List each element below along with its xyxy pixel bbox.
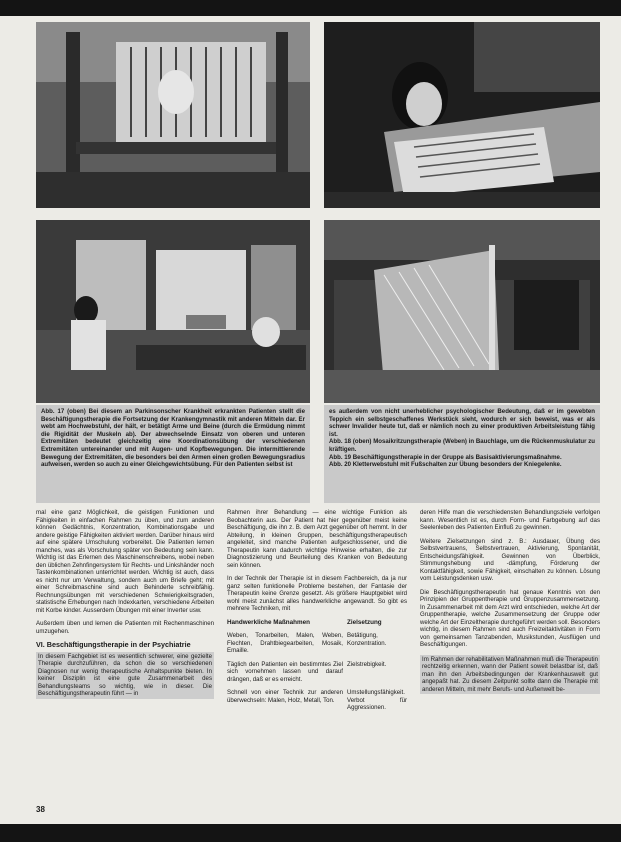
col3-paragraph-3: Die Beschäftigungstherapeutin hat genaue Kenntnis von den Prinzipien der Gruppentherapie und Gruppenzusammensetzung. In Zusammenarbeit mit dem Arzt wird entschieden, welche Art der Gruppentherapie, welche Zusammensetzung der Gruppe oder welche Art der Einzeltherapie durchgeführt werden soll. Besonders wichtig, in diesem Rahmen sind auch Freizeitaktivitäten in Form von gemeinsamen Tanzabenden, Musikstunden, Ausflügen und Beschäftigungen.	[420, 588, 600, 648]
therapy-table	[227, 619, 407, 718]
table-cell: Schnell von einer Technik zur anderen überwechseln: Malen, Holz, Metall, Ton.	[227, 689, 343, 704]
caption-right	[324, 405, 600, 503]
top-border	[0, 0, 621, 16]
col3-paragraph-2: Weitere Zielsetzungen sind z. B.: Ausdauer, Übung des Selbstvertrauens, Selbstvertrauen, Aktivierung, Spontanität, Entscheidungsfähigkeit. Gewinnen von Überblick, Stimmungshebung und -dämpfung, Förderung der Kontaktfähigkeit, sowie Fähigkeit, einschalten zu können. Lösung vom Leistungsdenken usw.	[420, 537, 600, 582]
caption-abb17: Abb. 17 (oben) Bei diesem an Parkinsonscher Krankheit erkrankten Patienten stellt die Beschäftigungstherapie die Fortsetzung der Krankengymnastik mit anderen Mitteln dar. Er webt am Hochwebstuhl, der hält, er betätigt Arme und Beine (durch die Ermüdung nimmt die Rigidität der Muskeln ab). Der abwechselnde Einsatz von oberen und unteren Extremitäten bedeutet gleichzeitig eine Koordinationsübung der verschiedenen Extremitäten untereinander und mit Augen- und Kopfbewegungen. Die intermittierende Bewegung der Extremitäten, die besonders bei den Armen einen großen Bewegungsradius aufweisen, werden so auch zu einer Gleichgewichtsübung. Für den Patienten selbst ist	[41, 408, 305, 469]
table-cell: Weben, Tonarbeiten, Malen, Weben, Flechten, Drahtbiegearbeiten, Mosaik, Emaille.	[227, 632, 343, 654]
col2-paragraph-2: In der Technik der Therapie ist in diesem Fachbereich, da ja nur ganz selten funktionelle Probleme bestehen, der Fantasie der Therapeutin keine Grenze gesetzt. Als größere Hauptgebiet wird wohl meist zunächst alles handwerkliche angewandt. So gibt es mehrere Techniken, mit	[227, 575, 407, 612]
table-cell: Betätigung, Konzentration.	[347, 632, 387, 647]
col3-paragraph-4: Im Rahmen der rehabilitativen Maßnahmen muß die Therapeutin rechtzeitig erkennen, wann der Patient soweit belastbar ist, daß man ihn den Arbeitsbedingungen der Krankenhauswelt gut angepaßt hat. Zu diesem Zeitpunkt sollte dann die Therapie mit anderen Mitteln, mit mehr Berufs- und Außenwelt be-	[422, 655, 598, 693]
col1-paragraph-1: mal eine ganz Möglichkeit, die geistigen Funktionen und Fähigkeiten in einfachen Rahmen zu üben, und zum anderen können Gedächtnis, Konzentration, Kombinationsgabe und andere geistige Fähigkeiten aktiviert werden. Darüber hinaus wird auf eine spätere Umschulung vorbereitet. Die Patienten lernen manches, was als Vorschulung später von Bedeutung sein kann. Wichtig ist das Erlernen des Maschinenschreibens, wobei neben den üblichen Zehnfingersystem für Rechts- und Linkshänder noch Tastenkombinationen unterrichtet werden. Wichtig ist auch, dass es nicht nur um Verwaltung, sondern auch um Briefe geht; mit einer Schreibmaschine sind auch Behinderte schreibfähig. Rechnungsübungen mit verschiedenen Schwierigkeitsgraden, statistische Erhebungen nach Indexkarten, verschiedene Arbeiten mit Korbe kinder. Ausserdem Übungen mit einer Inverter usw.	[36, 509, 214, 614]
photo-weaving-prone	[324, 22, 600, 208]
table-cell: Täglich den Patienten ein bestimmtes Ziel sich vornehmen lassen und darauf drängen, daß er es erreicht.	[227, 660, 343, 683]
table-cell: Zielstrebigkeit.	[347, 660, 387, 668]
caption-continued: es außerdem von nicht unerheblicher psychologischer Bedeutung, daß er im gewebten Teppich ein selbstgeschaffenes Werkstück sieht, wodurch er sich beweist, was er als schwer Invalider heute tut, daß er nämlich noch zu einer produktiven Arbeitsleistung fähig ist.	[329, 408, 595, 438]
table-header-goal: Zielsetzung	[347, 618, 382, 626]
bottom-border	[0, 824, 621, 842]
table-header-measures: Handwerkliche Maßnahmen	[227, 618, 310, 626]
photo-group-therapy	[36, 220, 310, 403]
text-column-2	[227, 509, 407, 718]
caption-left	[36, 405, 310, 503]
col1-paragraph-3: In diesem Fachgebiet ist es wesentlich schwerer, eine gezielte Therapie durchzuführen, da schon die so verschiedenen Diagnosen nur wenig therapeutische Anhaltspunkte bieten. In keiner Disziplin ist eine gute Zusammenarbeit des Behandlungsteams so wichtig, wie in dieser. Die Beschäftigungstherapeutin führt — in	[38, 652, 212, 697]
text-column-3	[420, 509, 600, 700]
col1-paragraph-2: Außerdem üben und lernen die Patienten mit Rechenmaschinen umzugehen.	[36, 620, 214, 635]
table-cell: Umstellungsfähigkeit. Verbot für Aggressionen.	[347, 689, 407, 711]
photo-climbing-loom	[324, 220, 600, 403]
page-number: 38	[36, 805, 45, 814]
caption-abb20: Abb. 20 Kletterwebstuhl mit Fußschalten zur Übung besonders der Kniegelenke.	[329, 461, 562, 469]
caption-abb18: Abb. 18 (oben) Mosaikritzungstherapie (Weben) in Bauchlage, um die Rückenmuskulatur zu kräftigen.	[329, 438, 595, 453]
section-heading: VI. Beschäftigungstherapie in der Psychiatrie	[36, 640, 191, 649]
col2-paragraph-1: Rahmen ihrer Behandlung — eine wichtige Funktion als Beobachterin aus. Der Patient hat hier gegenüber meist keine Beschäftigung, die ihn z. B. dem Arzt gegenüber oft hemmt. In der Abteilung, in kleinen Gruppen, beschäftigungstherapeutisch angeleitet, sind manche Patienten aufgeschlossener, und die Therapeutin kann dadurch wichtige Hinweise erhalten, die zur Diagnostizierung und Beurteilung des Kranken von Bedeutung sein können.	[227, 509, 407, 569]
caption-abb19: Abb. 19 Beschäftigungstherapie in der Gruppe als Basisaktivierungsmaßnahme.	[329, 453, 562, 461]
text-column-1	[36, 509, 214, 705]
col3-paragraph-1: deren Hilfe man die verschiedensten Behandlungsziele verfolgen kann. Wesentlich ist es, durch Form- und Farbgebung auf das Seelenleben des Patienten Einfluß zu gewinnen.	[420, 509, 600, 531]
photo-loom-patient	[36, 22, 310, 208]
